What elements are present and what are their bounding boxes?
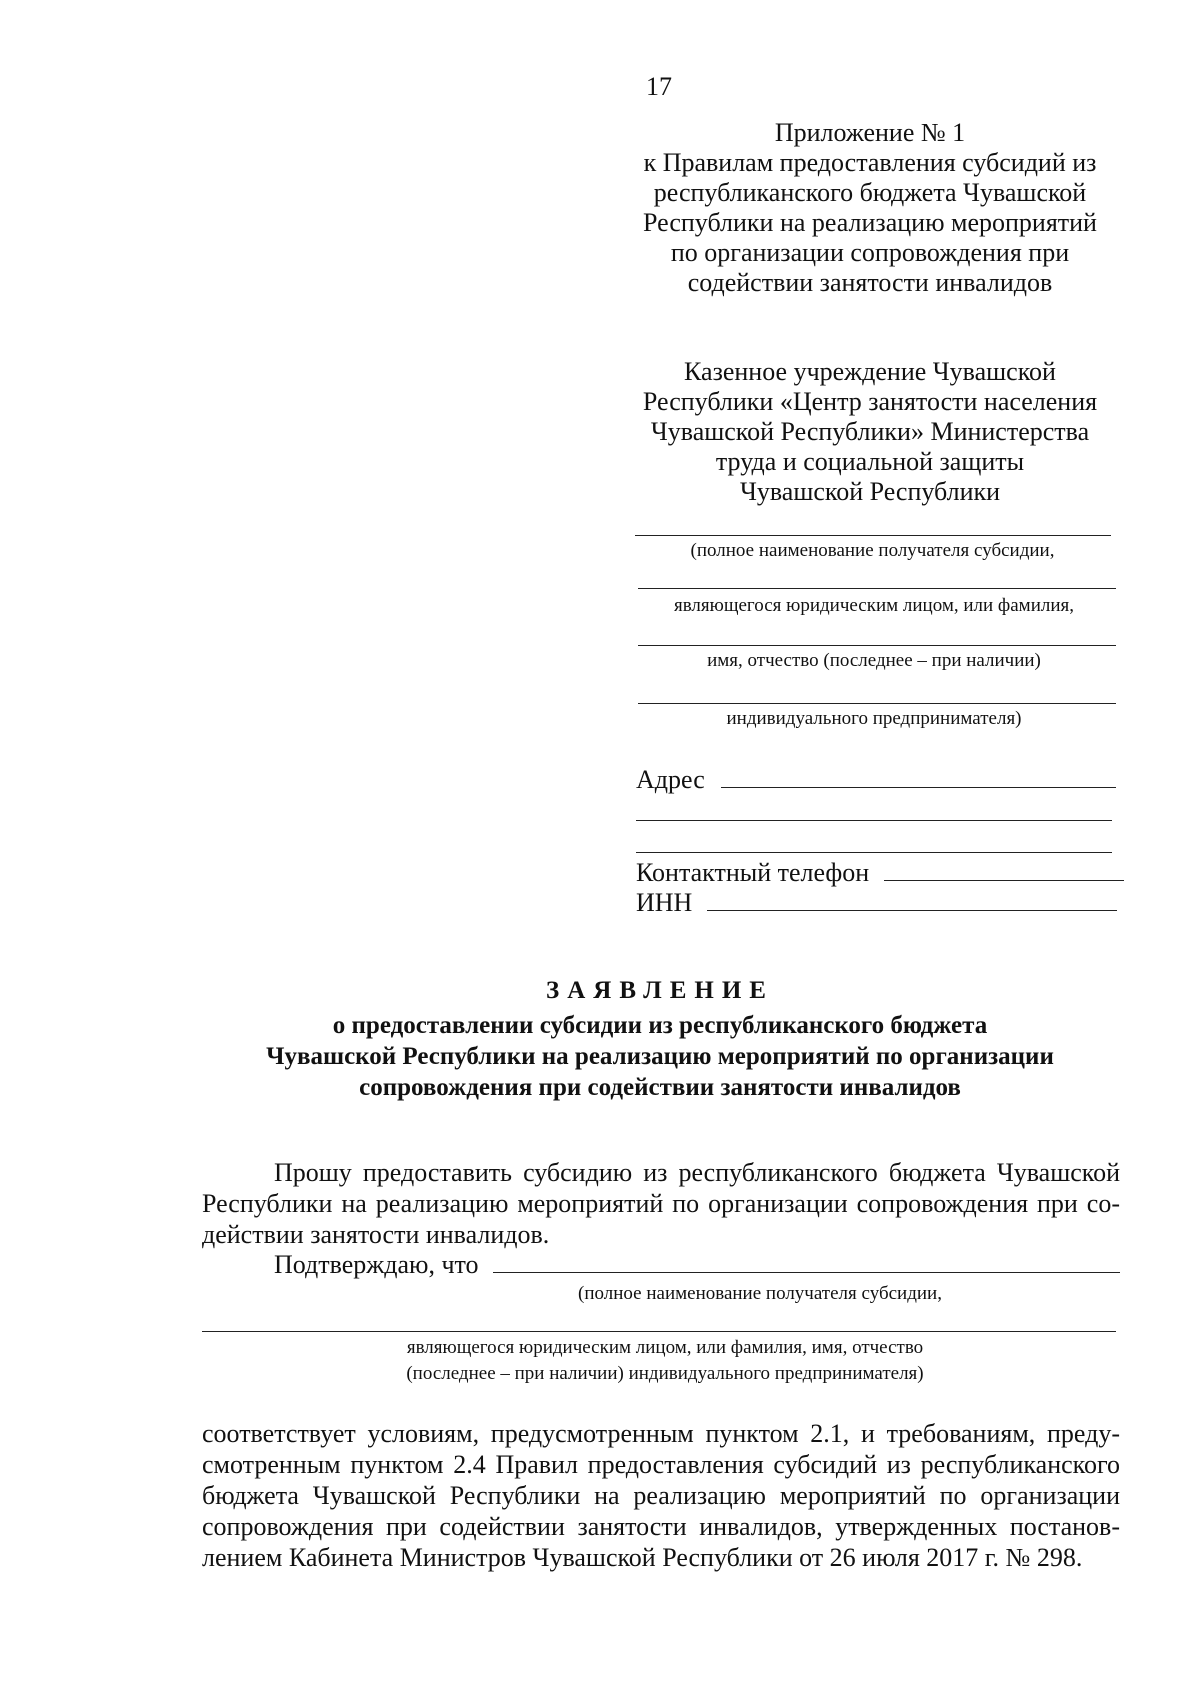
recipient-hint: имя, отчество (последнее – при наличии) xyxy=(707,650,1041,671)
address-row xyxy=(636,765,1116,795)
para-line: Республики на реализацию мероприятий по организации сопровождения при со- xyxy=(202,1189,1120,1218)
address-line-2[interactable] xyxy=(636,820,1112,821)
page-number: 17 xyxy=(646,72,672,101)
phone-field[interactable] xyxy=(884,858,1124,881)
recipient-name-line-1[interactable] xyxy=(635,535,1111,536)
recipient-hint: индивидуального предпринимателя) xyxy=(726,708,1022,729)
subtitle-line: о предоставлении субсидии из республиканского бюджета xyxy=(332,1012,988,1039)
addressee-line: Казенное учреждение Чувашской xyxy=(684,357,1056,386)
phone-row xyxy=(636,858,1124,888)
para-line: Прошу предоставить субсидию из республиканского бюджета Чувашской xyxy=(274,1158,1120,1187)
appendix-line: к Правилам предоставления субсидий из xyxy=(643,148,1097,177)
recipient-name-line-2[interactable] xyxy=(638,588,1116,589)
inn-label: ИНН xyxy=(636,888,693,917)
para-line: смотренным пунктом 2.4 Правил предоставления субсидий из республиканского xyxy=(202,1450,1120,1479)
addressee-line: труда и социальной защиты xyxy=(715,447,1025,476)
confirm-hint: (последнее – при наличии) индивидуального предпринимателя) xyxy=(406,1363,924,1384)
para-line: соответствует условиям, предусмотренным пунктом 2.1, и требованиям, преду- xyxy=(202,1419,1120,1448)
confirm-hint: являющегося юридическим лицом, или фамилия, имя, отчество xyxy=(406,1337,924,1358)
address-field[interactable] xyxy=(721,765,1116,788)
appendix-line: республиканского бюджета Чувашской xyxy=(653,178,1087,207)
inn-row xyxy=(636,888,1117,918)
confirm-hint: (полное наименование получателя субсидии, xyxy=(578,1283,942,1304)
statement-subtitle xyxy=(190,1010,1130,1103)
request-paragraph xyxy=(202,1157,1120,1250)
recipient-name-line-3[interactable] xyxy=(638,645,1116,646)
appendix-line: по организации сопровождения при xyxy=(670,238,1070,267)
appendix-block xyxy=(630,118,1110,298)
recipient-name-line-4[interactable] xyxy=(638,703,1116,704)
addressee-block xyxy=(630,357,1110,507)
para-line: бюджета Чувашской Республики на реализацию мероприятий по организации xyxy=(202,1481,1120,1510)
confirm-recipient-line-2[interactable] xyxy=(202,1331,1116,1332)
recipient-hint: являющегося юридическим лицом, или фамилия, xyxy=(673,595,1075,616)
addressee-line: Чувашской Республики xyxy=(739,477,1001,506)
phone-label: Контактный телефон xyxy=(636,858,870,887)
appendix-line: Приложение № 1 xyxy=(774,118,966,147)
address-label: Адрес xyxy=(636,765,705,794)
appendix-line: Республики на реализацию мероприятий xyxy=(643,208,1097,237)
addressee-line: Республики «Центр занятости населения xyxy=(642,387,1098,416)
appendix-line: содействии занятости инвалидов xyxy=(687,268,1053,297)
para-line: сопровождения при содействии занятости инвалидов, утвержденных постанов- xyxy=(202,1512,1120,1541)
para-line: лением Кабинета Министров Чувашской Республики от 26 июля 2017 г. № 298. xyxy=(202,1543,1083,1572)
subtitle-line: сопровождения при содействии занятости инвалидов xyxy=(359,1074,961,1101)
subtitle-line: Чувашской Республики на реализацию мероприятий по организации xyxy=(266,1043,1054,1070)
confirm-row xyxy=(274,1250,1120,1280)
confirm-label: Подтверждаю, что xyxy=(274,1250,479,1279)
inn-field[interactable] xyxy=(707,888,1117,911)
recipient-hint: (полное наименование получателя субсидии, xyxy=(690,540,1055,561)
statement-title: ЗАЯВЛЕНИЕ xyxy=(546,977,774,1004)
addressee-line: Чувашской Республики» Министерства xyxy=(650,417,1090,446)
confirm-recipient-field[interactable] xyxy=(493,1250,1120,1273)
conformity-paragraph xyxy=(202,1418,1120,1573)
para-line: действии занятости инвалидов. xyxy=(202,1220,550,1249)
address-line-3[interactable] xyxy=(636,852,1112,853)
